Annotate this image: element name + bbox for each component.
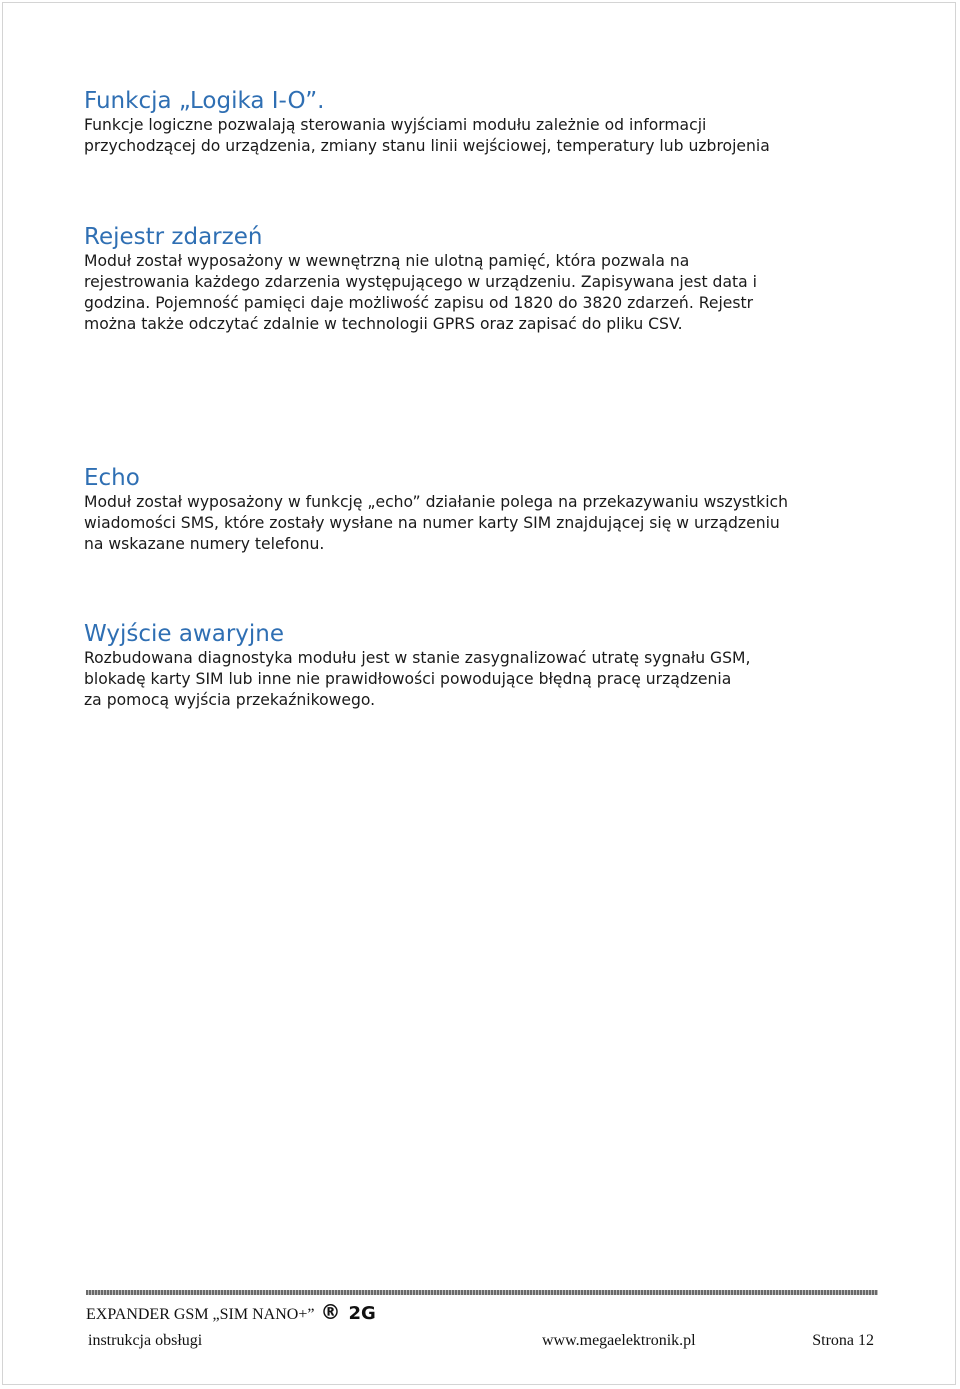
body-line: godzina. Pojemność pamięci daje możliwość zapisu od 1820 do 3820 zdarzeń. Rejestr (84, 294, 754, 312)
body-line: za pomocą wyjścia przekaźnikowego. (84, 691, 376, 709)
footer-row (86, 1332, 878, 1356)
section-title: Funkcja „Logika I-O”. (84, 88, 325, 114)
registered-mark: ® (320, 1300, 341, 1324)
section-title: Echo (84, 465, 140, 491)
footer-rule (86, 1290, 878, 1295)
footer-product (86, 1301, 878, 1326)
body-line: Moduł został wyposażony w funkcję „echo” działanie polega na przekazywaniu wszystkich (84, 493, 788, 511)
body-line: można także odczytać zdalnie w technologii GPRS oraz zapisać do pliku CSV. (84, 315, 683, 333)
body-line: Moduł został wyposażony w wewnętrzną nie ulotną pamięć, która pozwala na (84, 252, 690, 270)
footer-website: www.megaelektronik.pl (542, 1332, 696, 1349)
section-body (84, 492, 884, 555)
footer-page-number: Strona 12 (812, 1332, 874, 1349)
section-title: Rejestr zdarzeń (84, 224, 263, 250)
section-body (84, 251, 884, 335)
body-line: Funkcje logiczne pozwalają sterowania wyjściami modułu zależnie od informacji (84, 116, 707, 134)
product-name: EXPANDER GSM „SIM NANO+” (86, 1306, 315, 1323)
section-event-register (84, 223, 884, 335)
page-footer (86, 1290, 878, 1356)
section-title: Wyjście awaryjne (84, 621, 285, 647)
footer-manual-label: instrukcja obsługi (88, 1332, 203, 1349)
product-generation: 2G (348, 1303, 376, 1324)
body-line: Rozbudowana diagnostyka modułu jest w stanie zasygnalizować utratę sygnału GSM, (84, 649, 751, 667)
body-line: rejestrowania każdego zdarzenia występującego w urządzeniu. Zapisywana jest data i (84, 273, 757, 291)
body-line: przychodzącej do urządzenia, zmiany stanu linii wejściowej, temperatury lub uzbrojenia (84, 137, 770, 155)
body-line: blokadę karty SIM lub inne nie prawidłowości powodujące błędną pracę urządzenia (84, 670, 732, 688)
section-logic-io (84, 87, 884, 157)
body-line: wiadomości SMS, które zostały wysłane na numer karty SIM znajdującej się w urządzeniu (84, 514, 780, 532)
section-body (84, 648, 884, 711)
section-echo (84, 464, 884, 555)
body-line: na wskazane numery telefonu. (84, 535, 325, 553)
section-body (84, 115, 884, 157)
section-emergency-output (84, 620, 884, 711)
